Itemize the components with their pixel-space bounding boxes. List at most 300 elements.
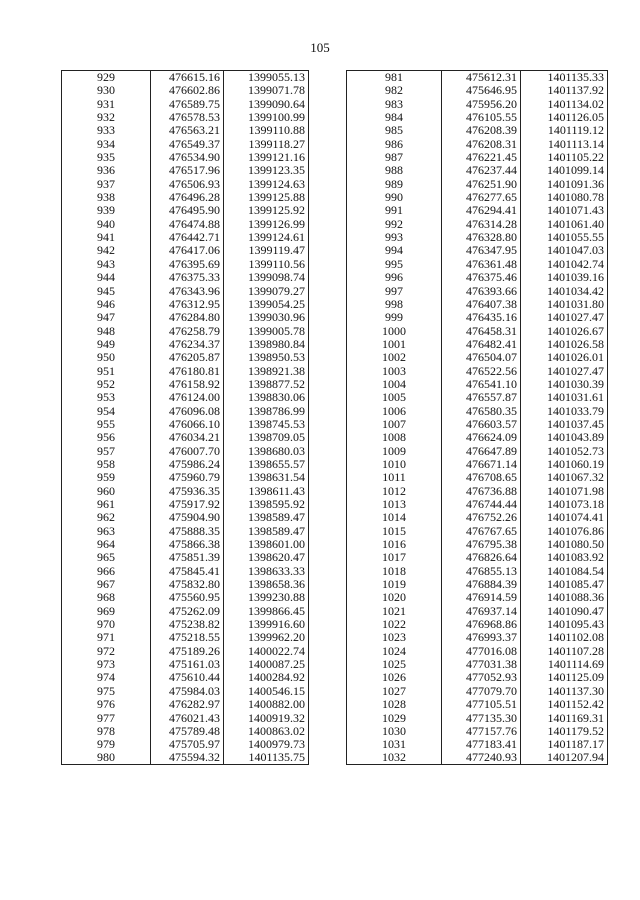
table-row xyxy=(347,471,608,484)
table-row xyxy=(347,297,608,310)
y-coordinate-cell: 1401095.43 xyxy=(521,618,608,631)
table-row xyxy=(62,191,309,204)
point-number-cell: 1025 xyxy=(347,658,442,671)
point-number-cell: 1012 xyxy=(347,484,442,497)
y-coordinate-cell: 1401091.36 xyxy=(521,177,608,190)
x-coordinate-cell: 476504.07 xyxy=(442,351,521,364)
x-coordinate-cell: 475189.26 xyxy=(151,644,224,657)
y-coordinate-cell: 1399866.45 xyxy=(224,604,309,617)
point-number-cell: 988 xyxy=(347,164,442,177)
point-number-cell: 960 xyxy=(62,484,151,497)
y-coordinate-cell: 1398830.06 xyxy=(224,391,309,404)
x-coordinate-cell: 476066.10 xyxy=(151,417,224,430)
x-coordinate-cell: 476549.37 xyxy=(151,137,224,150)
x-coordinate-cell: 476205.87 xyxy=(151,351,224,364)
point-number-cell: 989 xyxy=(347,177,442,190)
x-coordinate-cell: 477079.70 xyxy=(442,684,521,697)
y-coordinate-cell: 1398658.36 xyxy=(224,578,309,591)
x-coordinate-cell: 477105.51 xyxy=(442,698,521,711)
x-coordinate-cell: 476647.89 xyxy=(442,444,521,457)
x-coordinate-cell: 476752.26 xyxy=(442,511,521,524)
table-row xyxy=(347,498,608,511)
y-coordinate-cell: 1400919.32 xyxy=(224,711,309,724)
y-coordinate-cell: 1398601.00 xyxy=(224,538,309,551)
page-number: 105 xyxy=(310,40,330,55)
y-coordinate-cell: 1400882.00 xyxy=(224,698,309,711)
x-coordinate-cell: 476795.38 xyxy=(442,538,521,551)
x-coordinate-cell: 476624.09 xyxy=(442,431,521,444)
point-number-cell: 933 xyxy=(62,124,151,137)
x-coordinate-cell: 476968.86 xyxy=(442,618,521,631)
y-coordinate-cell: 1401125.09 xyxy=(521,671,608,684)
x-coordinate-cell: 476563.21 xyxy=(151,124,224,137)
point-number-cell: 1028 xyxy=(347,698,442,711)
table-row xyxy=(347,244,608,257)
y-coordinate-cell: 1399079.27 xyxy=(224,284,309,297)
table-row xyxy=(347,698,608,711)
table-row xyxy=(347,404,608,417)
point-number-cell: 998 xyxy=(347,297,442,310)
table-row xyxy=(62,244,309,257)
table-row xyxy=(62,391,309,404)
table-row xyxy=(347,738,608,751)
y-coordinate-cell: 1401099.14 xyxy=(521,164,608,177)
y-coordinate-cell: 1401047.03 xyxy=(521,244,608,257)
point-number-cell: 987 xyxy=(347,151,442,164)
table-row xyxy=(62,284,309,297)
table-row xyxy=(347,377,608,390)
table-row xyxy=(347,604,608,617)
point-number-cell: 965 xyxy=(62,551,151,564)
y-coordinate-cell: 1401031.80 xyxy=(521,297,608,310)
table-row xyxy=(347,324,608,337)
table-row xyxy=(62,591,309,604)
table-row xyxy=(347,658,608,671)
x-coordinate-cell: 475218.55 xyxy=(151,631,224,644)
x-coordinate-cell: 477135.30 xyxy=(442,711,521,724)
table-row xyxy=(62,351,309,364)
point-number-cell: 973 xyxy=(62,658,151,671)
point-number-cell: 969 xyxy=(62,604,151,617)
table-row xyxy=(347,524,608,537)
y-coordinate-cell: 1401114.69 xyxy=(521,658,608,671)
point-number-cell: 940 xyxy=(62,217,151,230)
point-number-cell: 968 xyxy=(62,591,151,604)
x-coordinate-cell: 476495.90 xyxy=(151,204,224,217)
table-row xyxy=(62,538,309,551)
table-row xyxy=(62,511,309,524)
y-coordinate-cell: 1399030.96 xyxy=(224,311,309,324)
point-number-cell: 939 xyxy=(62,204,151,217)
y-coordinate-cell: 1401084.54 xyxy=(521,564,608,577)
point-number-cell: 1014 xyxy=(347,511,442,524)
table-row xyxy=(62,364,309,377)
x-coordinate-cell: 475845.41 xyxy=(151,564,224,577)
y-coordinate-cell: 1398620.47 xyxy=(224,551,309,564)
y-coordinate-cell: 1400087.25 xyxy=(224,658,309,671)
point-number-cell: 991 xyxy=(347,204,442,217)
y-coordinate-cell: 1401074.41 xyxy=(521,511,608,524)
point-number-cell: 1031 xyxy=(347,738,442,751)
y-coordinate-cell: 1400979.73 xyxy=(224,738,309,751)
point-number-cell: 1027 xyxy=(347,684,442,697)
x-coordinate-cell: 475705.97 xyxy=(151,738,224,751)
point-number-cell: 994 xyxy=(347,244,442,257)
y-coordinate-cell: 1399090.64 xyxy=(224,97,309,110)
x-coordinate-cell: 475904.90 xyxy=(151,511,224,524)
x-coordinate-cell: 476314.28 xyxy=(442,217,521,230)
point-number-cell: 1007 xyxy=(347,417,442,430)
point-number-cell: 986 xyxy=(347,137,442,150)
point-number-cell: 984 xyxy=(347,111,442,124)
y-coordinate-cell: 1398877.52 xyxy=(224,377,309,390)
x-coordinate-cell: 475594.32 xyxy=(151,751,224,764)
x-coordinate-cell: 475960.79 xyxy=(151,471,224,484)
table-row xyxy=(62,471,309,484)
x-coordinate-cell: 476395.69 xyxy=(151,257,224,270)
x-coordinate-cell: 477157.76 xyxy=(442,724,521,737)
x-coordinate-cell: 475832.80 xyxy=(151,578,224,591)
point-number-cell: 953 xyxy=(62,391,151,404)
coordinates-table-left xyxy=(61,70,309,765)
point-number-cell: 956 xyxy=(62,431,151,444)
x-coordinate-cell: 476158.92 xyxy=(151,377,224,390)
x-coordinate-cell: 476602.86 xyxy=(151,84,224,97)
x-coordinate-cell: 476096.08 xyxy=(151,404,224,417)
y-coordinate-cell: 1399119.47 xyxy=(224,244,309,257)
table-row xyxy=(347,364,608,377)
y-coordinate-cell: 1401039.16 xyxy=(521,271,608,284)
y-coordinate-cell: 1401061.40 xyxy=(521,217,608,230)
y-coordinate-cell: 1398709.05 xyxy=(224,431,309,444)
table-row xyxy=(62,631,309,644)
point-number-cell: 952 xyxy=(62,377,151,390)
x-coordinate-cell: 476534.90 xyxy=(151,151,224,164)
y-coordinate-cell: 1401083.92 xyxy=(521,551,608,564)
y-coordinate-cell: 1399962.20 xyxy=(224,631,309,644)
table-row xyxy=(347,204,608,217)
point-number-cell: 1026 xyxy=(347,671,442,684)
x-coordinate-cell: 476541.10 xyxy=(442,377,521,390)
x-coordinate-cell: 476375.46 xyxy=(442,271,521,284)
coordinates-table-right xyxy=(346,70,608,765)
table-row xyxy=(62,71,309,84)
x-coordinate-cell: 476937.14 xyxy=(442,604,521,617)
x-coordinate-cell: 475560.95 xyxy=(151,591,224,604)
table-row xyxy=(62,671,309,684)
y-coordinate-cell: 1401033.79 xyxy=(521,404,608,417)
point-number-cell: 1002 xyxy=(347,351,442,364)
y-coordinate-cell: 1398595.92 xyxy=(224,498,309,511)
point-number-cell: 1029 xyxy=(347,711,442,724)
x-coordinate-cell: 475956.20 xyxy=(442,97,521,110)
table-row xyxy=(62,644,309,657)
x-coordinate-cell: 476284.80 xyxy=(151,311,224,324)
table-row xyxy=(347,391,608,404)
y-coordinate-cell: 1398786.99 xyxy=(224,404,309,417)
point-number-cell: 947 xyxy=(62,311,151,324)
x-coordinate-cell: 477031.38 xyxy=(442,658,521,671)
point-number-cell: 993 xyxy=(347,231,442,244)
x-coordinate-cell: 476007.70 xyxy=(151,444,224,457)
table-row xyxy=(347,151,608,164)
table-row xyxy=(62,551,309,564)
point-number-cell: 990 xyxy=(347,191,442,204)
point-number-cell: 970 xyxy=(62,618,151,631)
point-number-cell: 932 xyxy=(62,111,151,124)
point-number-cell: 974 xyxy=(62,671,151,684)
y-coordinate-cell: 1399230.88 xyxy=(224,591,309,604)
point-number-cell: 934 xyxy=(62,137,151,150)
x-coordinate-cell: 476615.16 xyxy=(151,71,224,84)
x-coordinate-cell: 476855.13 xyxy=(442,564,521,577)
table-row xyxy=(62,337,309,350)
table-row xyxy=(62,137,309,150)
point-number-cell: 950 xyxy=(62,351,151,364)
y-coordinate-cell: 1401026.01 xyxy=(521,351,608,364)
x-coordinate-cell: 476767.65 xyxy=(442,524,521,537)
y-coordinate-cell: 1399110.88 xyxy=(224,124,309,137)
y-coordinate-cell: 1399118.27 xyxy=(224,137,309,150)
y-coordinate-cell: 1399121.16 xyxy=(224,151,309,164)
table-row xyxy=(62,84,309,97)
point-number-cell: 975 xyxy=(62,684,151,697)
table-row xyxy=(62,524,309,537)
y-coordinate-cell: 1400863.02 xyxy=(224,724,309,737)
y-coordinate-cell: 1401126.05 xyxy=(521,111,608,124)
x-coordinate-cell: 476914.59 xyxy=(442,591,521,604)
table-row xyxy=(347,484,608,497)
point-number-cell: 946 xyxy=(62,297,151,310)
y-coordinate-cell: 1399005.78 xyxy=(224,324,309,337)
y-coordinate-cell: 1401085.47 xyxy=(521,578,608,591)
point-number-cell: 959 xyxy=(62,471,151,484)
table-row xyxy=(347,444,608,457)
y-coordinate-cell: 1399125.92 xyxy=(224,204,309,217)
table-row xyxy=(62,417,309,430)
point-number-cell: 948 xyxy=(62,324,151,337)
y-coordinate-cell: 1399124.63 xyxy=(224,177,309,190)
point-number-cell: 936 xyxy=(62,164,151,177)
y-coordinate-cell: 1399100.99 xyxy=(224,111,309,124)
table-row xyxy=(347,724,608,737)
point-number-cell: 1020 xyxy=(347,591,442,604)
y-coordinate-cell: 1398631.54 xyxy=(224,471,309,484)
y-coordinate-cell: 1399054.25 xyxy=(224,297,309,310)
y-coordinate-cell: 1401179.52 xyxy=(521,724,608,737)
y-coordinate-cell: 1399125.88 xyxy=(224,191,309,204)
point-number-cell: 1009 xyxy=(347,444,442,457)
y-coordinate-cell: 1401152.42 xyxy=(521,698,608,711)
point-number-cell: 957 xyxy=(62,444,151,457)
x-coordinate-cell: 476237.44 xyxy=(442,164,521,177)
y-coordinate-cell: 1401105.22 xyxy=(521,151,608,164)
table-row xyxy=(347,71,608,84)
table-row xyxy=(62,457,309,470)
point-number-cell: 1018 xyxy=(347,564,442,577)
x-coordinate-cell: 476603.57 xyxy=(442,417,521,430)
table-row xyxy=(347,164,608,177)
point-number-cell: 966 xyxy=(62,564,151,577)
table-row xyxy=(62,578,309,591)
table-row xyxy=(347,618,608,631)
x-coordinate-cell: 476884.39 xyxy=(442,578,521,591)
x-coordinate-cell: 476407.38 xyxy=(442,297,521,310)
y-coordinate-cell: 1401135.75 xyxy=(224,751,309,764)
table-row xyxy=(62,151,309,164)
point-number-cell: 977 xyxy=(62,711,151,724)
table-row xyxy=(347,311,608,324)
x-coordinate-cell: 477183.41 xyxy=(442,738,521,751)
table-row xyxy=(62,217,309,230)
point-number-cell: 976 xyxy=(62,698,151,711)
table-row xyxy=(347,84,608,97)
point-number-cell: 1032 xyxy=(347,751,442,764)
y-coordinate-cell: 1401071.43 xyxy=(521,204,608,217)
point-number-cell: 997 xyxy=(347,284,442,297)
table-row xyxy=(62,204,309,217)
y-coordinate-cell: 1401030.39 xyxy=(521,377,608,390)
x-coordinate-cell: 476393.66 xyxy=(442,284,521,297)
x-coordinate-cell: 476343.96 xyxy=(151,284,224,297)
point-number-cell: 958 xyxy=(62,457,151,470)
point-number-cell: 985 xyxy=(347,124,442,137)
x-coordinate-cell: 475262.09 xyxy=(151,604,224,617)
point-number-cell: 941 xyxy=(62,231,151,244)
x-coordinate-cell: 476474.88 xyxy=(151,217,224,230)
table-row xyxy=(62,111,309,124)
x-coordinate-cell: 476435.16 xyxy=(442,311,521,324)
table-row xyxy=(347,564,608,577)
table-row xyxy=(62,404,309,417)
y-coordinate-cell: 1401134.02 xyxy=(521,97,608,110)
point-number-cell: 938 xyxy=(62,191,151,204)
y-coordinate-cell: 1398921.38 xyxy=(224,364,309,377)
table-row xyxy=(347,97,608,110)
table-row xyxy=(347,231,608,244)
table-row xyxy=(62,564,309,577)
x-coordinate-cell: 475646.95 xyxy=(442,84,521,97)
y-coordinate-cell: 1401052.73 xyxy=(521,444,608,457)
table-row xyxy=(347,431,608,444)
table-row xyxy=(62,738,309,751)
x-coordinate-cell: 476361.48 xyxy=(442,257,521,270)
x-coordinate-cell: 476589.75 xyxy=(151,97,224,110)
table-row xyxy=(347,124,608,137)
point-number-cell: 944 xyxy=(62,271,151,284)
y-coordinate-cell: 1401137.92 xyxy=(521,84,608,97)
table-row xyxy=(347,257,608,270)
table-row xyxy=(347,417,608,430)
y-coordinate-cell: 1399110.56 xyxy=(224,257,309,270)
x-coordinate-cell: 476708.65 xyxy=(442,471,521,484)
y-coordinate-cell: 1401060.19 xyxy=(521,457,608,470)
x-coordinate-cell: 476124.00 xyxy=(151,391,224,404)
x-coordinate-cell: 476180.81 xyxy=(151,364,224,377)
x-coordinate-cell: 476021.43 xyxy=(151,711,224,724)
y-coordinate-cell: 1401107.28 xyxy=(521,644,608,657)
x-coordinate-cell: 476234.37 xyxy=(151,337,224,350)
table-row xyxy=(347,351,608,364)
y-coordinate-cell: 1401031.61 xyxy=(521,391,608,404)
point-number-cell: 972 xyxy=(62,644,151,657)
y-coordinate-cell: 1400022.74 xyxy=(224,644,309,657)
y-coordinate-cell: 1398633.33 xyxy=(224,564,309,577)
y-coordinate-cell: 1401102.08 xyxy=(521,631,608,644)
point-number-cell: 1008 xyxy=(347,431,442,444)
y-coordinate-cell: 1401207.94 xyxy=(521,751,608,764)
x-coordinate-cell: 475789.48 xyxy=(151,724,224,737)
table-row xyxy=(62,444,309,457)
point-number-cell: 943 xyxy=(62,257,151,270)
x-coordinate-cell: 476375.33 xyxy=(151,271,224,284)
table-row xyxy=(62,711,309,724)
x-coordinate-cell: 476578.53 xyxy=(151,111,224,124)
point-number-cell: 983 xyxy=(347,97,442,110)
y-coordinate-cell: 1401135.33 xyxy=(521,71,608,84)
y-coordinate-cell: 1401034.42 xyxy=(521,284,608,297)
table-row xyxy=(347,538,608,551)
y-coordinate-cell: 1399098.74 xyxy=(224,271,309,284)
point-number-cell: 1021 xyxy=(347,604,442,617)
point-number-cell: 982 xyxy=(347,84,442,97)
y-coordinate-cell: 1399071.78 xyxy=(224,84,309,97)
table-row xyxy=(347,711,608,724)
y-coordinate-cell: 1398745.53 xyxy=(224,417,309,430)
point-number-cell: 1005 xyxy=(347,391,442,404)
y-coordinate-cell: 1401080.78 xyxy=(521,191,608,204)
y-coordinate-cell: 1401042.74 xyxy=(521,257,608,270)
y-coordinate-cell: 1400546.15 xyxy=(224,684,309,697)
table-row xyxy=(62,431,309,444)
x-coordinate-cell: 475238.82 xyxy=(151,618,224,631)
x-coordinate-cell: 476671.14 xyxy=(442,457,521,470)
table-row xyxy=(62,257,309,270)
point-number-cell: 1011 xyxy=(347,471,442,484)
point-number-cell: 1022 xyxy=(347,618,442,631)
point-number-cell: 1015 xyxy=(347,524,442,537)
table-row xyxy=(62,658,309,671)
x-coordinate-cell: 476496.28 xyxy=(151,191,224,204)
point-number-cell: 971 xyxy=(62,631,151,644)
y-coordinate-cell: 1401071.98 xyxy=(521,484,608,497)
x-coordinate-cell: 475851.39 xyxy=(151,551,224,564)
table-row xyxy=(62,164,309,177)
table-row xyxy=(347,111,608,124)
y-coordinate-cell: 1399124.61 xyxy=(224,231,309,244)
point-number-cell: 954 xyxy=(62,404,151,417)
table-row xyxy=(347,137,608,150)
point-number-cell: 996 xyxy=(347,271,442,284)
x-coordinate-cell: 476328.80 xyxy=(442,231,521,244)
y-coordinate-cell: 1401080.50 xyxy=(521,538,608,551)
point-number-cell: 1019 xyxy=(347,578,442,591)
x-coordinate-cell: 475984.03 xyxy=(151,684,224,697)
y-coordinate-cell: 1398980.84 xyxy=(224,337,309,350)
point-number-cell: 935 xyxy=(62,151,151,164)
x-coordinate-cell: 476277.65 xyxy=(442,191,521,204)
point-number-cell: 963 xyxy=(62,524,151,537)
y-coordinate-cell: 1401137.30 xyxy=(521,684,608,697)
point-number-cell: 981 xyxy=(347,71,442,84)
point-number-cell: 967 xyxy=(62,578,151,591)
point-number-cell: 929 xyxy=(62,71,151,84)
x-coordinate-cell: 476826.64 xyxy=(442,551,521,564)
table-row xyxy=(347,551,608,564)
table-row xyxy=(347,337,608,350)
x-coordinate-cell: 476294.41 xyxy=(442,204,521,217)
point-number-cell: 980 xyxy=(62,751,151,764)
